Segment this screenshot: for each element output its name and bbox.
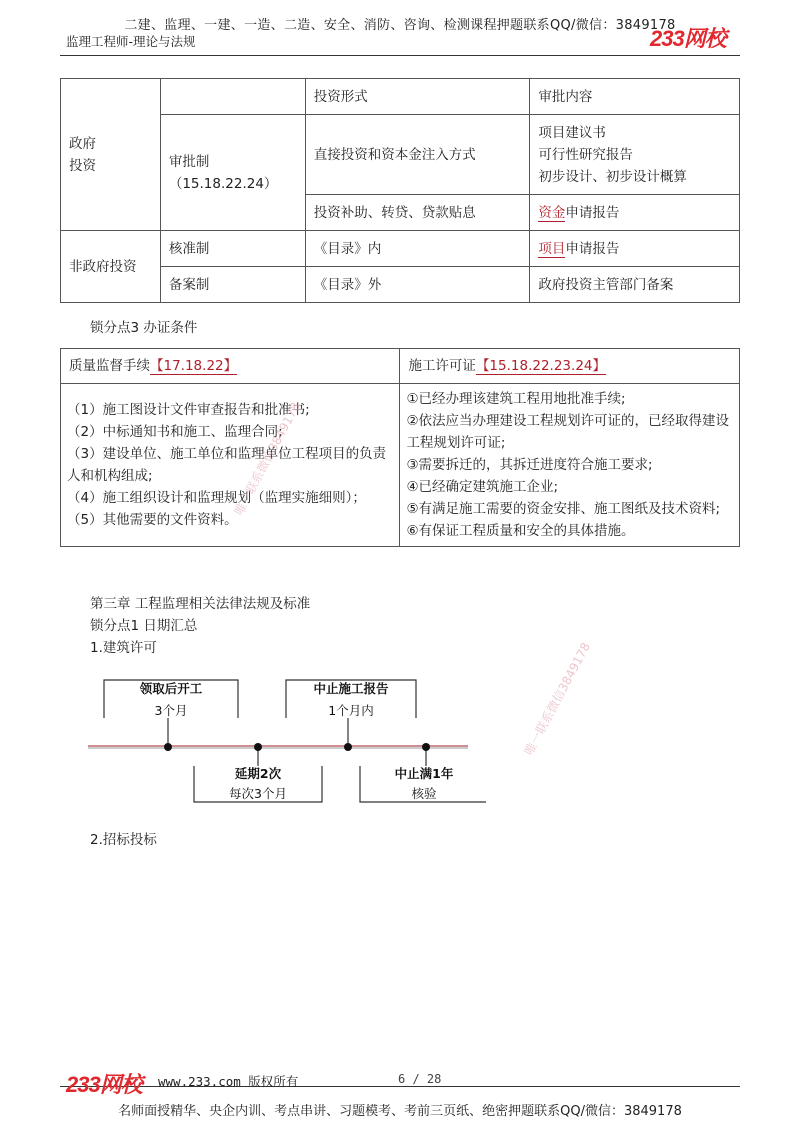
timeline-point-1: [164, 743, 172, 751]
construction-permit-header: 施工许可证【15.18.22.23.24】: [400, 349, 740, 384]
list-item: ③需要拆迁的，其拆迁进度符合施工要求;: [406, 457, 653, 473]
investment-approval-table: [60, 78, 740, 303]
nongov-content-2: 政府投资主管部门备案: [530, 267, 740, 303]
col-header-content: 审批内容: [530, 79, 740, 115]
chapter-title: 第三章 工程监理相关法律法规及标准: [90, 596, 311, 612]
quality-ref: 【17.18.22】: [150, 358, 238, 374]
watermark: 唯一联系微信3849178: [521, 640, 594, 758]
list-item: ⑤有满足施工需要的资金安排、施工图纸及技术资料;: [406, 501, 721, 517]
highlight-fund: 资金: [538, 204, 566, 221]
box-title-suspend-year: 中止满1年: [394, 766, 454, 781]
box-title-extension: 延期2次: [234, 766, 282, 781]
header-divider: [60, 55, 740, 56]
section-heading-dates: 锁分点1 日期汇总: [90, 618, 198, 634]
watermark: 唯一联系微信3849178: [231, 400, 304, 518]
header-subtitle: 监理工程师-理论与法规: [66, 34, 196, 49]
box-value-suspend-report: 1个月内: [328, 703, 374, 718]
footer-logo: 233网校: [66, 1072, 142, 1097]
construction-permit-items: [400, 384, 740, 547]
list-item: （3）建设单位、施工单位和监理单位工程项目的负责人和机构组成;: [67, 446, 387, 484]
nongov-invest-label: 非政府投资: [61, 231, 161, 303]
permit-timeline-diagram: [86, 668, 486, 808]
list-item: ①已经办理该建筑工程用地批准手续;: [406, 391, 626, 407]
list-item: （4）施工组织设计和监理规划（监理实施细则）；: [67, 490, 366, 506]
timeline-point-3: [344, 743, 352, 751]
footer-site: www.233.com 版权所有: [158, 1074, 299, 1089]
page-number: 6 / 28: [398, 1072, 442, 1086]
box-value-extension: 每次3个月: [229, 786, 287, 801]
list-item: （5）其他需要的文件资料。: [67, 512, 238, 528]
header-logo: 233网校: [650, 26, 726, 51]
list-item: ②依法应当办理建设工程规划许可证的，已经取得建设工程规划许可证;: [406, 413, 730, 451]
quality-supervision-items: [61, 384, 400, 547]
nongov-content-1: 项目申请报告: [530, 231, 740, 267]
empty-header-cell: [160, 79, 305, 115]
nongov-system-2: 备案制: [160, 267, 305, 303]
highlight-project: 项目: [538, 240, 566, 257]
list-item: （1）施工图设计文件审查报告和批准书;: [67, 402, 310, 418]
subheading-bidding: 2.招标投标: [90, 832, 157, 848]
nongov-form-2: 《目录》外: [305, 267, 530, 303]
certificate-conditions-table: [60, 348, 740, 547]
timeline-point-4: [422, 743, 430, 751]
section-heading-certificate: 锁分点3 办证条件: [90, 320, 198, 336]
permit-ref: 【15.18.22.23.24】: [475, 358, 606, 374]
subheading-building-permit: 1.建筑许可: [90, 640, 157, 656]
gov-content-1: 项目建议书 可行性研究报告 初步设计、初步设计概算: [530, 115, 740, 195]
gov-form-1: 直接投资和资本金注入方式: [305, 115, 530, 195]
quality-supervision-header: 质量监督手续【17.18.22】: [61, 349, 400, 384]
approval-system-cell: 审批制 （15.18.22.24）: [160, 115, 305, 231]
list-item: （2）中标通知书和施工、监理合同;: [67, 424, 283, 440]
box-value-start: 3个月: [154, 703, 188, 718]
header-top-line: 二建、监理、一建、一造、二造、安全、消防、咨询、检测课程押题联系QQ/微信：3849178: [124, 18, 676, 33]
nongov-system-1: 核准制: [160, 231, 305, 267]
gov-invest-label: 政府 投资: [61, 79, 161, 231]
gov-content-2: 资金申请报告: [530, 195, 740, 231]
col-header-form: 投资形式: [305, 79, 530, 115]
list-item: ⑥有保证工程质量和安全的具体措施。: [406, 523, 635, 539]
box-title-start: 领取后开工: [139, 681, 203, 696]
box-value-suspend-year: 核验: [411, 786, 437, 801]
list-item: ④已经确定建筑施工企业;: [406, 479, 559, 495]
timeline-point-2: [254, 743, 262, 751]
gov-form-2: 投资补助、转贷、贷款贴息: [305, 195, 530, 231]
footer-bottom-line: 名师面授精华、央企内训、考点串讲、习题模考、考前三页纸、绝密押题联系QQ/微信：3849178: [118, 1104, 682, 1119]
nongov-form-1: 《目录》内: [305, 231, 530, 267]
box-title-suspend-report: 中止施工报告: [313, 681, 389, 696]
